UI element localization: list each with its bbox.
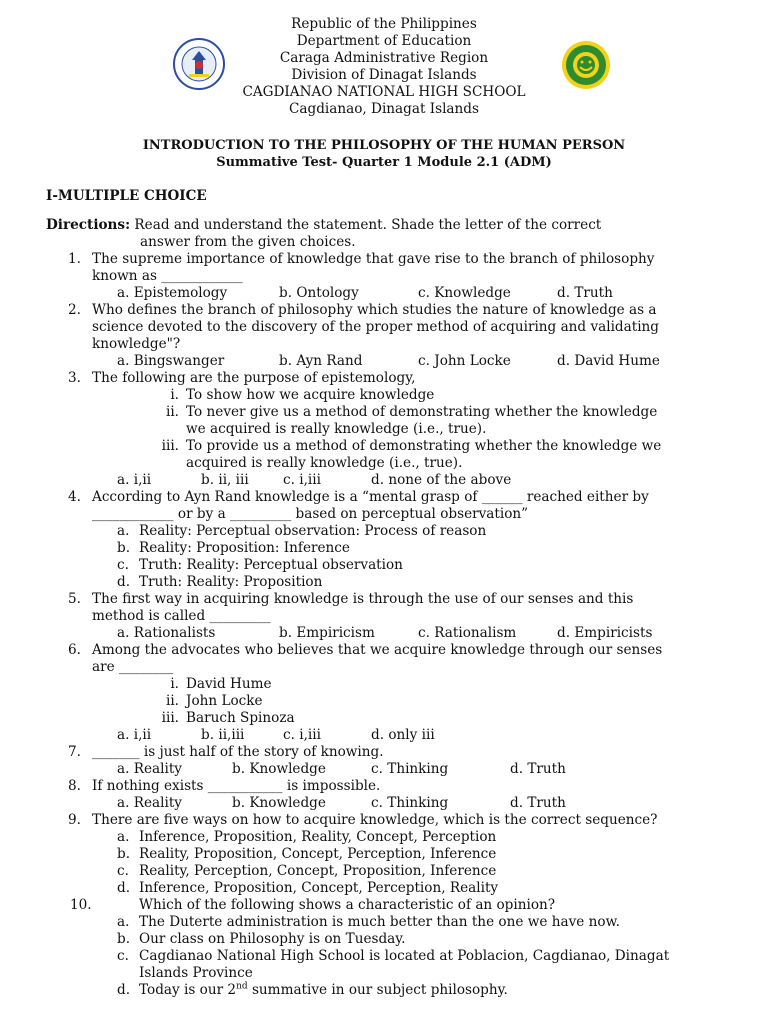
directions-text: Read and understand the statement. Shade the letter of the correct: [130, 217, 602, 233]
question-3: 3. The following are the purpose of epistemology,: [68, 370, 416, 386]
choices-6: [0, 727, 768, 744]
choice-c: c. Reality, Perception, Concept, Proposition, Inference: [117, 863, 497, 879]
choices-5: [0, 625, 768, 642]
choice-d: d. Truth: Reality: Proposition: [117, 574, 323, 590]
choice-c: c. Thinking: [371, 761, 449, 777]
choice-d: d. none of the above: [371, 472, 512, 488]
question-9: 9. There are five ways on how to acquire knowledge, which is the correct sequence?: [68, 812, 658, 828]
school-seal-icon: [561, 40, 611, 90]
choice-d: d. Truth: [510, 795, 566, 811]
roman-item: iii. To provide us a method of demonstrating whether the knowledge we: [161, 438, 662, 454]
choices-7: [0, 761, 768, 778]
choice-a: a. Reality: Perceptual observation: Process of reason: [117, 523, 487, 539]
choice-b: b. Empiricism: [279, 625, 375, 641]
section-heading: I-MULTIPLE CHOICE: [46, 188, 207, 204]
choices-2: [0, 353, 768, 370]
choice-b: b. ii, iii: [201, 472, 249, 488]
directions-text-cont: answer from the given choices.: [140, 234, 356, 250]
question-1: 1. The supreme importance of knowledge that gave rise to the branch of philosophy: [68, 251, 655, 267]
question-2: 2. Who defines the branch of philosophy which studies the nature of knowledge as a: [68, 302, 657, 318]
choices-1: [0, 285, 768, 302]
roman-item: ii. To never give us a method of demonstrating whether the knowledge: [165, 404, 658, 420]
choice-a: a. Rationalists: [117, 625, 216, 641]
choice-a: a. Inference, Proposition, Reality, Concept, Perception: [117, 829, 497, 845]
test-title: [0, 137, 768, 171]
school-header: [0, 16, 768, 118]
choice-b: b. Ontology: [279, 285, 359, 301]
choice-b: b. Our class on Philosophy is on Tuesday.: [117, 931, 406, 947]
choice-d: d. Today is our 2nd summative in our subject philosophy.: [117, 981, 508, 998]
choice-c: c. Knowledge: [418, 285, 511, 301]
choice-a: a. Bingswanger: [117, 353, 225, 369]
choice-b: b. Knowledge: [232, 795, 326, 811]
choice-c: c. Cagdianao National High School is located at Poblacion, Cagdianao, Dinagat: [117, 948, 670, 964]
roman-item: i. David Hume: [170, 676, 272, 692]
choice-a: a. Reality: [117, 795, 182, 811]
choice-b: b. Knowledge: [232, 761, 326, 777]
header-line-4: Division of Dinagat Islands: [291, 67, 477, 83]
choice-d: d. David Hume: [557, 353, 660, 369]
question-10: 10. Which of the following shows a characteristic of an opinion?: [70, 897, 556, 913]
choice-c: c. Thinking: [371, 795, 449, 811]
choice-b: b. Ayn Rand: [279, 353, 363, 369]
choice-a: a. i,ii: [117, 727, 152, 743]
question-5: 5. The first way in acquiring knowledge is through the use of our senses and this: [68, 591, 634, 607]
choice-c: c. John Locke: [418, 353, 511, 369]
choice-b: b. ii,iii: [201, 727, 245, 743]
title-line-1: INTRODUCTION TO THE PHILOSOPHY OF THE HUMAN PERSON: [142, 138, 626, 153]
directions-label: Directions:: [46, 217, 131, 233]
choice-a: a. The Duterte administration is much better than the one we have now.: [117, 914, 620, 930]
roman-item: iii. Baruch Spinoza: [161, 710, 295, 726]
deped-seal-icon: [173, 38, 225, 90]
title-line-2: Summative Test- Quarter 1 Module 2.1 (ADM): [216, 155, 552, 170]
choices-3: [0, 472, 768, 489]
choice-c: c. i,iii: [283, 472, 321, 488]
question-8: 8. If nothing exists ___________ is impossible.: [68, 778, 381, 794]
choice-a: a. i,ii: [117, 472, 152, 488]
choice-c: c. i,iii: [283, 727, 321, 743]
choice-c: c. Rationalism: [418, 625, 517, 641]
header-line-5: CAGDIANAO NATIONAL HIGH SCHOOL: [242, 84, 526, 100]
choice-d: d. Truth: [510, 761, 566, 777]
roman-item: i. To show how we acquire knowledge: [170, 387, 435, 403]
choice-c: c. Truth: Reality: Perceptual observation: [117, 557, 403, 573]
header-line-1: Republic of the Philippines: [291, 16, 477, 32]
choice-a: a. Epistemology: [117, 285, 228, 301]
question-6: 6. Among the advocates who believes that we acquire knowledge through our senses: [68, 642, 663, 658]
header-line-6: Cagdianao, Dinagat Islands: [289, 101, 479, 117]
roman-item: ii. John Locke: [165, 693, 263, 709]
header-line-2: Department of Education: [296, 33, 472, 49]
choices-8: [0, 795, 768, 812]
header-line-3: Caraga Administrative Region: [279, 50, 489, 66]
choice-a: a. Reality: [117, 761, 182, 777]
directions: [46, 217, 726, 251]
choice-b: b. Reality: Proposition: Inference: [117, 540, 350, 556]
choice-b: b. Reality, Proposition, Concept, Perception, Inference: [117, 846, 497, 862]
questions: 1. The supreme importance of knowledge that gave rise to the branch of philosophy known as ____________ a. Epistemology b. Ontology c. Knowledge d. Truth 2. Who defines the branch of philosophy which studies the nature of knowledge as a science devoted to the discovery of the proper method of acquiring and validating knowledge"? a. Bingswanger b. Ayn Rand c. John Locke d. David Hume 3. The following are the purpose of epistemology, i. To show how we acquire knowledge ii. To never give us a method of demonstrating whether the knowledge we acquired is really knowledge (i.e., true). iii. To provide us a method of demonstrating whether the knowledge we acquired is really knowledge (i.e., true). a. i,ii b. ii, iii c. i,iii d. none of the above 4. According to Ayn Rand knowledge is a “mental grasp of ______ reached either by ____________ or by a _________ based on perceptual observation” a. Reality: Perceptual observation: Process of reason b. Reality: Proposition: Inference c. Truth: Reality: Perceptual observation d. Truth: Reality: Proposition 5. The first way in acquiring knowledge is through the use of our senses and this method is called _________ a. Rationalists b. Empiricism c. Rationalism d. Empiricists 6. Among the advocates who believes that we acquire knowledge through our senses are ________ i. David Hume ii. John Locke iii. Baruch Spinoza a. i,ii b. ii,iii c. i,iii d. only iii 7. _______ is just half of the story of knowing. a. Reality b. Knowledge c. Thinking d. Truth 8. If nothing exists ___________ is impossible. a. Reality b. Knowledge c. Thinking d. Truth 9. There are five ways on how to acquire knowledge, which is the correct sequence? a. Inference, Proposition, Reality, Concept, Perception b. Reality, Proposition, Concept, Perception, Inference c. Reality, Perception, Concept, Proposition, Inference d. Inference, Proposition, Concept, Perception, Reality 10. Which of the following shows a characteristic of an opinion? a. The Duterte administration is much better than the one we have now. b. Our class on Philosophy is on Tuesday. c. Cagdianao National High School is located at Poblacion, Cagdianao, Dinagat Islands Province d. Today is our 2nd summative in our subject philosophy.: [0, 251, 768, 999]
choice-d: d. Empiricists: [557, 625, 653, 641]
question-7: 7. _______ is just half of the story of knowing.: [68, 744, 384, 760]
question-4: 4. According to Ayn Rand knowledge is a “mental grasp of ______ reached either by: [68, 489, 649, 505]
choice-d: d. Inference, Proposition, Concept, Perception, Reality: [117, 880, 499, 896]
choice-d: d. Truth: [557, 285, 613, 301]
choice-d: d. only iii: [371, 727, 435, 743]
